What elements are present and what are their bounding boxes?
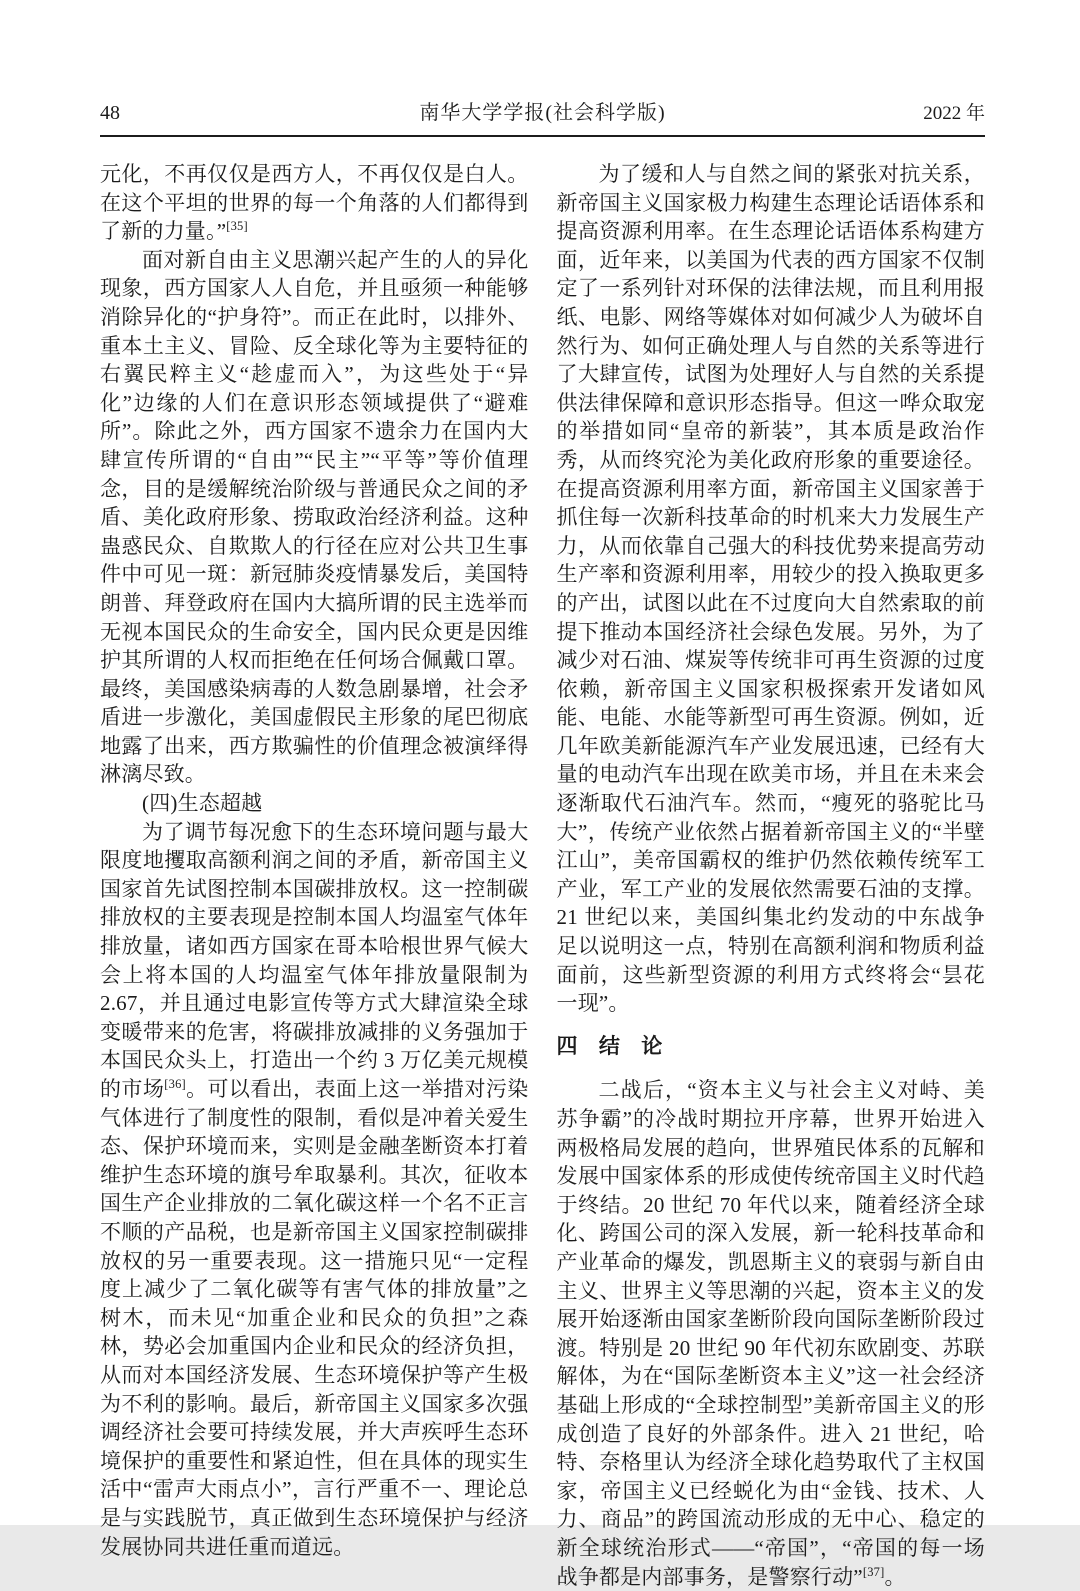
text-run: (四)生态超越 [142,791,263,816]
paragraph [100,160,529,246]
two-column-body [100,160,985,1591]
paragraph [100,246,529,789]
issue-year: 2022 年 [923,103,985,124]
paragraph [557,160,986,1018]
text-run: 四 结 论 [556,1034,663,1058]
section-heading [557,1033,986,1062]
right-column [557,160,986,1591]
citation-ref: [37] [862,1564,885,1579]
page-header [100,96,985,137]
text-run: 。可以看出，表面上这一举措对污染气体进行了制度性的限制，看似是冲着关爱生态、保护环境而来，实则是金融垄断资本打着维护生态环境的旗号牟取暴利。其次，征收本国生产企业排放的二氧化碳这样一个名不正言不顺的产品税，也是新帝国主义国家控制碳排放权的另一重要表现。这一措施只见“一定程度上减少了二氧化碳等有害气体的排放量”之树木，而未见“加重企业和民众的负担”之森林，势必会加重国内企业和民众的经济负担，从而对本国经济发展、生态环境保护等产生极为不利的影响。最后，新帝国主义国家多次强调经济社会要可持续发展，并大声疾呼生态环境保护的重要性和紧迫性，但在具体的现实生活中“雷声大雨点小”，言行严重不一、理论总是与实践脱节，真正做到生态环境保护与经济发展协同共进任重而道远。 [100,1077,529,1559]
text-run: 面对新自由主义思潮兴起产生的人的异化现象，西方国家人人自危，并且亟须一种能够消除异化的“护身符”。而正在此时，以排外、重本土主义、冒险、反全球化等为主要特征的右翼民粹主义“趁虚而入”，为这些处于“异化”边缘的人们在意识形态领域提供了“避难所”。除此之外，西方国家不遗余力在国内大肆宣传所谓的“自由”“民主”“平等”等价值理念，目的是缓解统治阶级与普通民众之间的矛盾、美化政府形象、捞取政治经济利益。这种蛊惑民众、自欺欺人的行径在应对公共卫生事件中可见一斑：新冠肺炎疫情暴发后，美国特朗普、拜登政府在国内大搞所谓的民主选举而无视本国民众的生命安全，国内民众更是因维护其所谓的人权而拒绝在任何场合佩戴口罩。最终，美国感染病毒的人数急剧暴增，社会矛盾进一步激化，美国虚假民主形象的尾巴彻底地露了出来，西方欺骗性的价值理念被演绎得淋漓尽致。 [100,247,529,787]
journal-title: 南华大学学报(社会科学版) [419,102,666,124]
paragraph [100,818,529,1561]
citation-ref: [36] [164,1077,186,1091]
left-column [100,160,529,1591]
paragraph [557,1076,986,1591]
text-run: 。 [884,1564,906,1589]
text-run: 二战后，“资本主义与社会主义对峙、美苏争霸”的冷战时期拉开序幕，世界开始进入两极格局发展的趋向，世界殖民体系的瓦解和发展中国家体系的形成使传统帝国主义时代趋于终结。20 世纪 70 年代以来，随着经济全球化、跨国公司的深入发展，新一轮科技革命和产业革命的爆发，凯恩斯主义的衰弱与新自由主义、世界主义等思潮的兴起，资本主义的发展开始逐渐由国家垄断阶段向国际垄断阶段过渡。特别是 20 世纪 90 年代初东欧剧变、苏联解体，为在“国际垄断资本主义”这一社会经济基础上形成的“全球控制型”美新帝国主义的形成创造了良好的外部条件。进入 21 世纪，哈特、奈格里认为经济全球化趋势取代了主权国家，帝国主义已经蜕化为由“金钱、技术、人力、商品”的跨国流动形成的无中心、稳定的新全球统治形式——“帝国”，“帝国的每一场战争都是内部事务，是警察行动” [556,1078,985,1589]
text-run: 为了调节每况愈下的生态环境问题与最大限度地攫取高额利润之间的矛盾，新帝国主义国家首先试图控制本国碳排放权。这一控制碳排放权的主要表现是控制本国人均温室气体年排放量，诸如西方国家在哥本哈根世界气候大会上将本国的人均温室气体年排放量限制为 2.67，并且通过电影宣传等方式大肆渲染全球变暖带来的危害，将碳排放减排的义务强加于本国民众头上，打造出一个约 3 万亿美元规模的市场 [100,819,529,1101]
page-number: 48 [100,102,120,124]
citation-ref: [35] [226,219,248,234]
text-run: 为了缓和人与自然之间的紧张对抗关系，新帝国主义国家极力构建生态理论话语体系和提高资源利用率。在生态理论话语体系构建方面，近年来，以美国为代表的西方国家不仅制定了一系列针对环保的法律法规，而且利用报纸、电影、网络等媒体对如何减少人为破坏自然行为、如何正确处理人与自然的关系等进行了大肆宣传，试图为处理好人与自然的关系提供法律保障和意识形态指导。但这一哗众取宠的举措如同“皇帝的新装”，其本质是政治作秀，从而终究沦为美化政府形象的重要途径。在提高资源利用率方面，新帝国主义国家善于抓住每一次新科技革命的时机来大力发展生产力，从而依靠自己强大的科技优势来提高劳动生产率和资源利用率，用较少的投入换取更多的产出，试图以此在不过度向大自然索取的前提下推动本国经济社会绿色发展。另外，为了减少对石油、煤炭等传统非可再生资源的过度依赖，新帝国主义国家积极探索开发诸如风能、电能、水能等新型可再生资源。例如，近几年欧美新能源汽车产业发展迅速，已经有大量的电动汽车出现在欧美市场，并且在未来会逐渐取代石油汽车。然而，“瘦死的骆驼比马大”，传统产业依然占据着新帝国主义的“半壁江山”，美帝国霸权的维护仍然依赖传统军工产业，军工产业的发展依然需要石油的支撑。21 世纪以来，美国纠集北约发动的中东战争足以说明这一点，特别在高额利润和物质利益面前，这些新型资源的利用方式终将会“昙花一现”。 [556,162,985,1016]
text-run: 元化，不再仅仅是西方人，不再仅仅是白人。在这个平坦的世界的每一个角落的人们都得到了新的力量。” [100,162,529,244]
subheading [100,789,529,818]
